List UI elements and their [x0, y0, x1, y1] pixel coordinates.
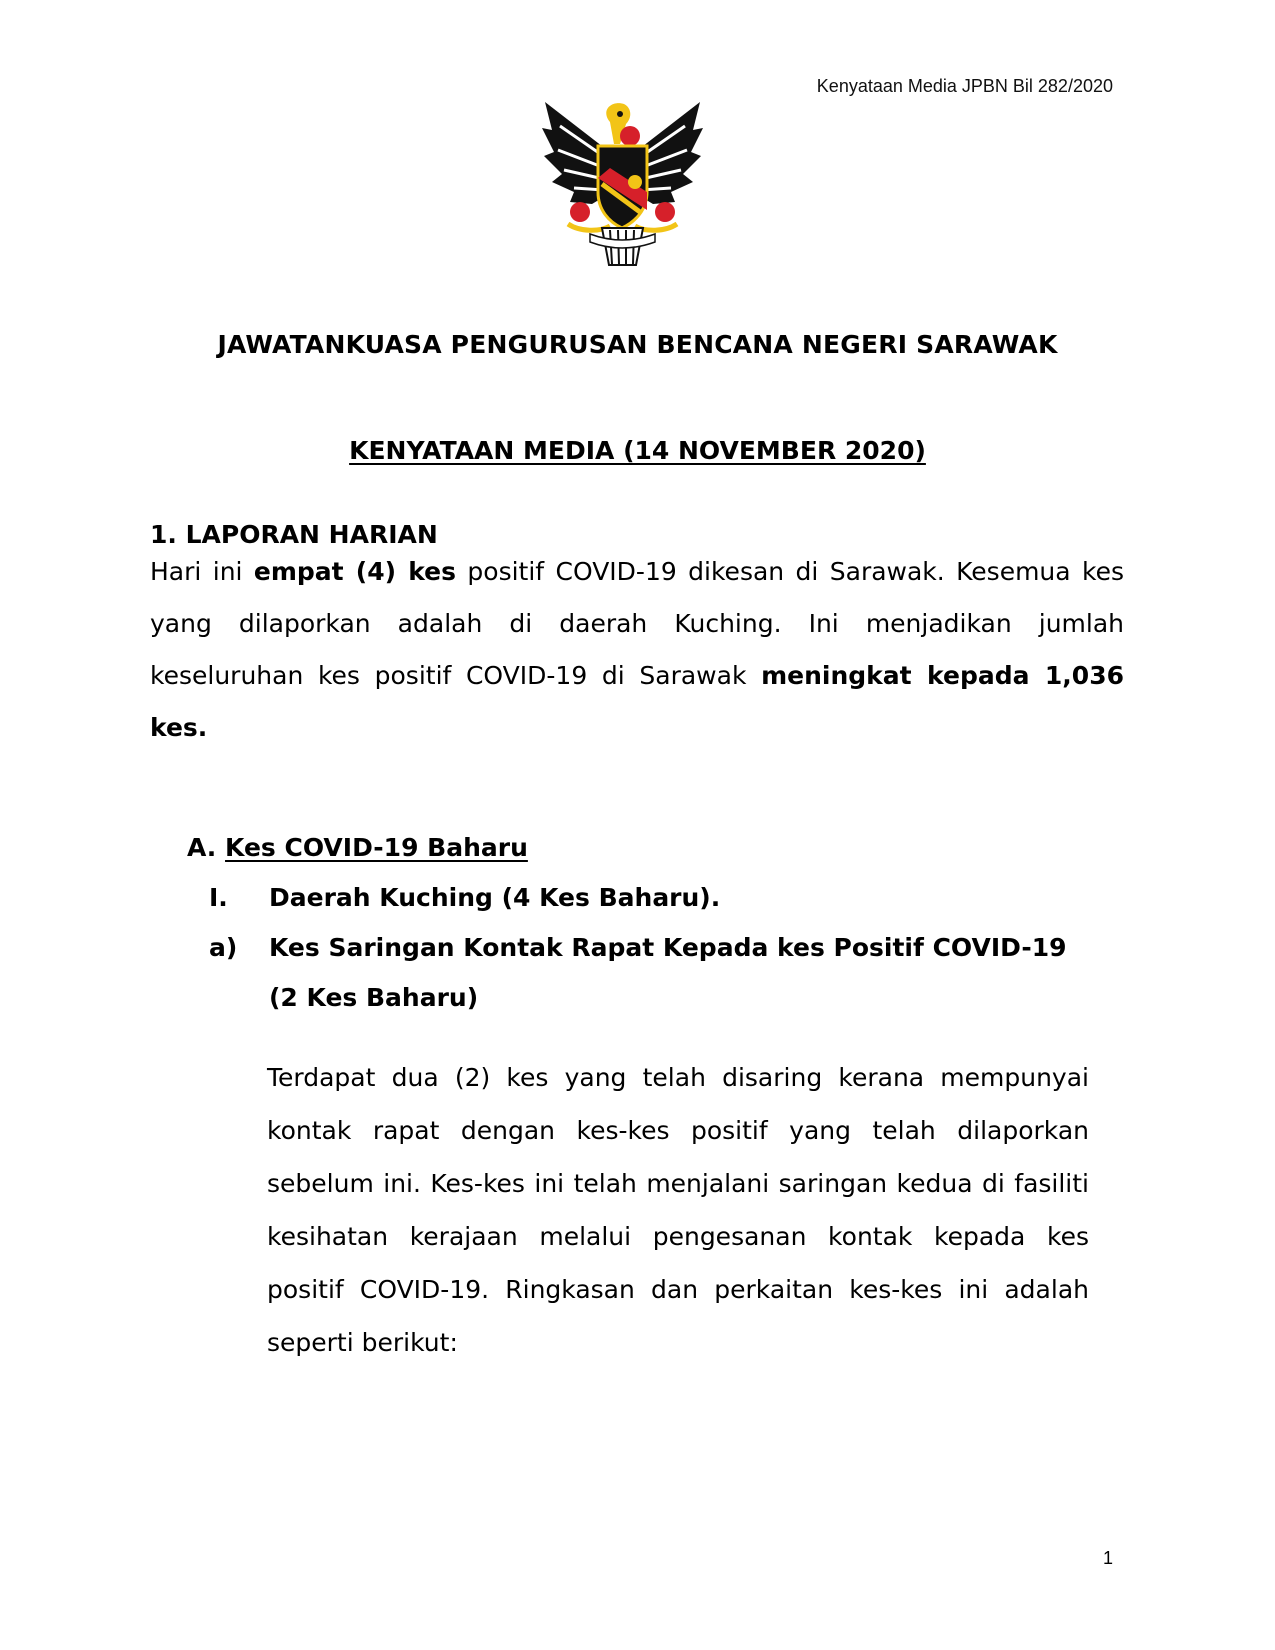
text-line: sebelum ini. Kes-kes ini telah menjalani saringan kedua di fasiliti	[267, 1169, 1089, 1198]
sarawak-coat-of-arms-icon	[540, 100, 705, 270]
statement-title: KENYATAAN MEDIA (14 NOVEMBER 2020)	[349, 436, 926, 465]
text-line: seperti berikut:	[267, 1328, 458, 1357]
text-line: positif COVID-19. Ringkasan dan perkaitan kes-kes ini adalah	[267, 1275, 1089, 1304]
text-line: kontak rapat dengan kes-kes positif yang telah dilaporkan	[267, 1116, 1089, 1145]
report-text: positif COVID-19 dikesan di Sarawak. Kesemua kes yang dilaporkan adalah di daerah Kuching. Ini menjadikan jumlah keseluruhan kes positif COVID-19 di Sarawak	[150, 557, 1124, 690]
item-text: (2 Kes Baharu)	[269, 983, 479, 1012]
item-text: Kes Saringan Kontak Rapat Kepada kes Positif COVID-19	[269, 933, 1067, 962]
item-marker: a)	[209, 933, 238, 962]
report-text: Hari ini	[150, 557, 254, 586]
total-cases: meningkat kepada 1,036 kes.	[150, 661, 1124, 742]
item-marker: I.	[209, 883, 228, 912]
case-count: empat (4) kes	[253, 557, 456, 586]
page-number: 1	[1102, 1548, 1113, 1568]
organization-title: JAWATANKUASA PENGURUSAN BENCANA NEGERI SARAWAK	[217, 330, 1058, 359]
text-line: kesihatan kerajaan melalui pengesanan kontak kepada kes	[267, 1222, 1089, 1251]
section-heading: 1. LAPORAN HARIAN	[150, 520, 438, 549]
case-description-paragraph	[267, 1051, 1089, 1369]
item-text: Daerah Kuching (4 Kes Baharu).	[269, 883, 721, 912]
subsection-heading	[187, 833, 528, 862]
document-reference: Kenyataan Media JPBN Bil 282/2020	[816, 76, 1113, 96]
daily-report-paragraph	[150, 546, 1124, 754]
subsection-marker: A.	[187, 833, 217, 862]
subsection-title: Kes COVID-19 Baharu	[225, 833, 528, 862]
text-line: Terdapat dua (2) kes yang telah disaring kerana mempunyai	[267, 1063, 1089, 1092]
